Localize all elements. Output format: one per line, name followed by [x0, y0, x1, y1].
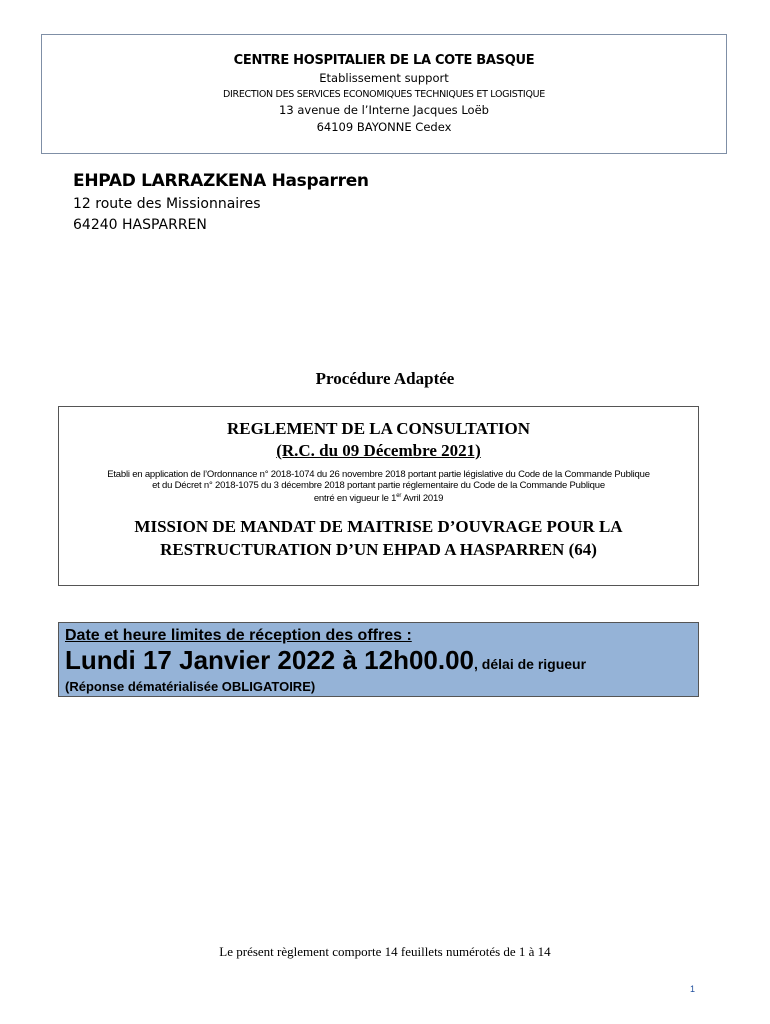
procedure-title: Procédure Adaptée	[315, 369, 455, 388]
consultation-box	[58, 406, 699, 586]
footer-note: Le présent règlement comporte 14 feuillets numérotés de 1 à 14	[219, 944, 551, 959]
page-number: 1	[690, 984, 696, 994]
rc-legal-text	[59, 469, 698, 504]
ehpad-address: 12 route des Missionnaires	[73, 196, 261, 212]
hospital-name: CENTRE HOSPITALIER DE LA COTE BASQUE	[233, 53, 535, 68]
hospital-subtitle: Etablissement support	[319, 71, 449, 85]
ehpad-block	[73, 171, 369, 233]
rc-legal-line-3	[59, 491, 698, 504]
mission-line-2: RESTRUCTURATION D’UN EHPAD A HASPARREN (64)	[160, 540, 597, 560]
mission-line-1: MISSION DE MANDAT DE MAITRISE D’OUVRAGE POUR LA	[134, 517, 623, 537]
rc-title: REGLEMENT DE LA CONSULTATION	[226, 419, 531, 438]
rc-legal-line-3b: Avril 2019	[401, 493, 444, 505]
rc-legal-line-3a: entré en vigueur le 1	[313, 493, 397, 505]
deadline-note: (Réponse dématérialisée OBLIGATOIRE)	[65, 679, 316, 694]
header-box	[41, 34, 727, 154]
ehpad-city: 64240 HASPARREN	[73, 217, 207, 233]
hospital-address: 13 avenue de l’Interne Jacques Loëb	[279, 103, 489, 117]
deadline-date-line	[65, 645, 698, 679]
hospital-direction: DIRECTION DES SERVICES ECONOMIQUES TECHNIQUES ET LOGISTIQUE	[223, 89, 545, 100]
deadline-box	[58, 622, 699, 697]
rc-legal-line-1: Etabli en application de l’Ordonnance n° 2018-1074 du 26 novembre 2018 portant partie législative du Code de la Commande Publique	[107, 469, 650, 480]
ehpad-name: EHPAD LARRAZKENA Hasparren	[73, 171, 369, 191]
deadline-suffix: , délai de rigueur	[474, 656, 587, 672]
deadline-date: Lundi 17 Janvier 2022 à 12h00.00	[65, 645, 475, 675]
rc-legal-line-3sup: er	[396, 493, 402, 499]
mission-title	[59, 515, 698, 561]
rc-date: (R.C. du 09 Décembre 2021)	[276, 441, 481, 460]
deadline-label: Date et heure limites de réception des offres :	[65, 627, 412, 644]
rc-legal-line-2: et du Décret n° 2018-1075 du 3 décembre 2018 portant partie réglementaire du Code de la Commande Publique	[152, 480, 605, 491]
hospital-city: 64109 BAYONNE Cedex	[316, 120, 452, 134]
